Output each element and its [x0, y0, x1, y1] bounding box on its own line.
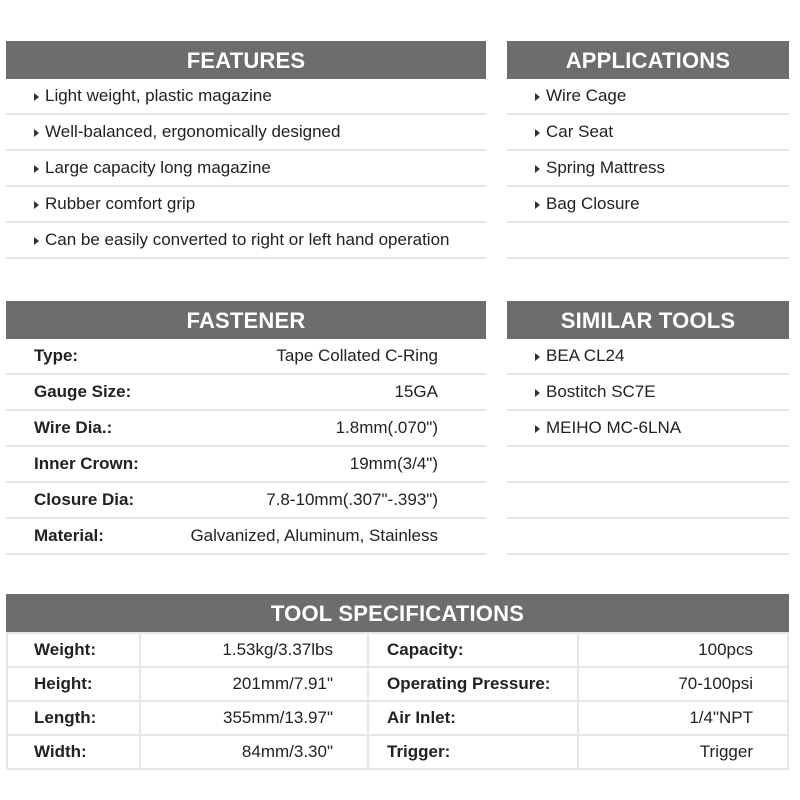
- application-item: [507, 151, 789, 187]
- application-item: [507, 79, 789, 115]
- bullet-triangle-icon: [34, 201, 39, 209]
- spec-label: Height:: [7, 667, 140, 701]
- bullet-triangle-icon: [535, 93, 540, 101]
- spec-value: 100pcs: [578, 633, 788, 667]
- features-panel: [6, 41, 486, 259]
- fastener-label: Type:: [34, 346, 79, 365]
- tool-specifications-panel: [6, 594, 789, 770]
- similar-tool-item: [507, 375, 789, 411]
- fastener-panel: [6, 301, 486, 555]
- bullet-triangle-icon: [535, 129, 540, 137]
- spec-label: Capacity:: [368, 633, 578, 667]
- feature-item-text: Well-balanced, ergonomically designed: [45, 122, 341, 141]
- similar-tools-panel: [507, 301, 789, 555]
- feature-item: [6, 187, 486, 223]
- bullet-triangle-icon: [34, 129, 39, 137]
- spec-row: [7, 633, 788, 667]
- application-item-text: Spring Mattress: [546, 158, 666, 177]
- similar-tool-item-text: MEIHO MC-6LNA: [546, 418, 682, 437]
- fastener-value: 7.8-10mm(.307"-.393"): [266, 490, 438, 509]
- spec-label: Weight:: [7, 633, 140, 667]
- spec-label: Length:: [7, 701, 140, 735]
- spec-value: 1/4"NPT: [578, 701, 788, 735]
- tool-specifications-header: TOOL SPECIFICATIONS: [6, 594, 789, 632]
- fastener-label: Material:: [34, 526, 104, 545]
- fastener-header: FASTENER: [6, 301, 486, 339]
- fastener-label: Closure Dia:: [34, 490, 135, 509]
- specs-table: [6, 632, 789, 770]
- feature-item-text: Can be easily converted to right or left hand operation: [45, 230, 450, 249]
- spec-value: 70-100psi: [578, 667, 788, 701]
- spec-value: 84mm/3.30": [140, 735, 368, 769]
- application-item-text: Wire Cage: [546, 86, 627, 105]
- fastener-value: 15GA: [394, 382, 438, 401]
- spec-row: [7, 701, 788, 735]
- application-item: [507, 223, 789, 259]
- applications-header: APPLICATIONS: [507, 41, 789, 79]
- similar-tool-item-text: Bostitch SC7E: [546, 382, 656, 401]
- bullet-triangle-icon: [34, 237, 39, 245]
- spec-value: 1.53kg/3.37lbs: [140, 633, 368, 667]
- bullet-triangle-icon: [535, 389, 540, 397]
- bullet-triangle-icon: [34, 93, 39, 101]
- fastener-row: [6, 375, 486, 411]
- spec-value: 201mm/7.91": [140, 667, 368, 701]
- feature-item-text: Light weight, plastic magazine: [45, 86, 272, 105]
- bullet-triangle-icon: [535, 425, 540, 433]
- similar-tool-item-text: BEA CL24: [546, 346, 625, 365]
- bullet-triangle-icon: [535, 201, 540, 209]
- feature-item: [6, 79, 486, 115]
- spec-row: [7, 667, 788, 701]
- fastener-row: [6, 447, 486, 483]
- feature-item-text: Large capacity long magazine: [45, 158, 271, 177]
- fastener-row: [6, 411, 486, 447]
- spec-value: Trigger: [578, 735, 788, 769]
- application-item-text: Car Seat: [546, 122, 614, 141]
- spec-label: Air Inlet:: [368, 701, 578, 735]
- application-item: [507, 115, 789, 151]
- similar-tools-header: SIMILAR TOOLS: [507, 301, 789, 339]
- fastener-row: [6, 483, 486, 519]
- spec-row: [7, 735, 788, 769]
- spec-label: Operating Pressure:: [368, 667, 578, 701]
- spec-label: Width:: [7, 735, 140, 769]
- similar-tool-item: [507, 339, 789, 375]
- fastener-label: Gauge Size:: [34, 382, 132, 401]
- fastener-label: Inner Crown:: [34, 454, 139, 473]
- similar-tool-item: [507, 411, 789, 447]
- feature-item: [6, 115, 486, 151]
- fastener-label: Wire Dia.:: [34, 418, 113, 437]
- similar-tool-item: [507, 483, 789, 519]
- applications-panel: [507, 41, 789, 259]
- similar-tool-item: [507, 519, 789, 555]
- fastener-value: Galvanized, Aluminum, Stainless: [190, 526, 438, 545]
- similar-tool-item: [507, 447, 789, 483]
- fastener-value: 19mm(3/4"): [349, 454, 438, 473]
- features-header: FEATURES: [6, 41, 486, 79]
- bullet-triangle-icon: [535, 165, 540, 173]
- feature-item: [6, 223, 486, 259]
- fastener-row: [6, 339, 486, 375]
- feature-item: [6, 151, 486, 187]
- bullet-triangle-icon: [34, 165, 39, 173]
- fastener-value: Tape Collated C-Ring: [276, 346, 438, 365]
- feature-item-text: Rubber comfort grip: [45, 194, 196, 213]
- spec-label: Trigger:: [368, 735, 578, 769]
- fastener-value: 1.8mm(.070"): [335, 418, 438, 437]
- fastener-row: [6, 519, 486, 555]
- application-item: [507, 187, 789, 223]
- spec-value: 355mm/13.97": [140, 701, 368, 735]
- application-item-text: Bag Closure: [546, 194, 640, 213]
- bullet-triangle-icon: [535, 353, 540, 361]
